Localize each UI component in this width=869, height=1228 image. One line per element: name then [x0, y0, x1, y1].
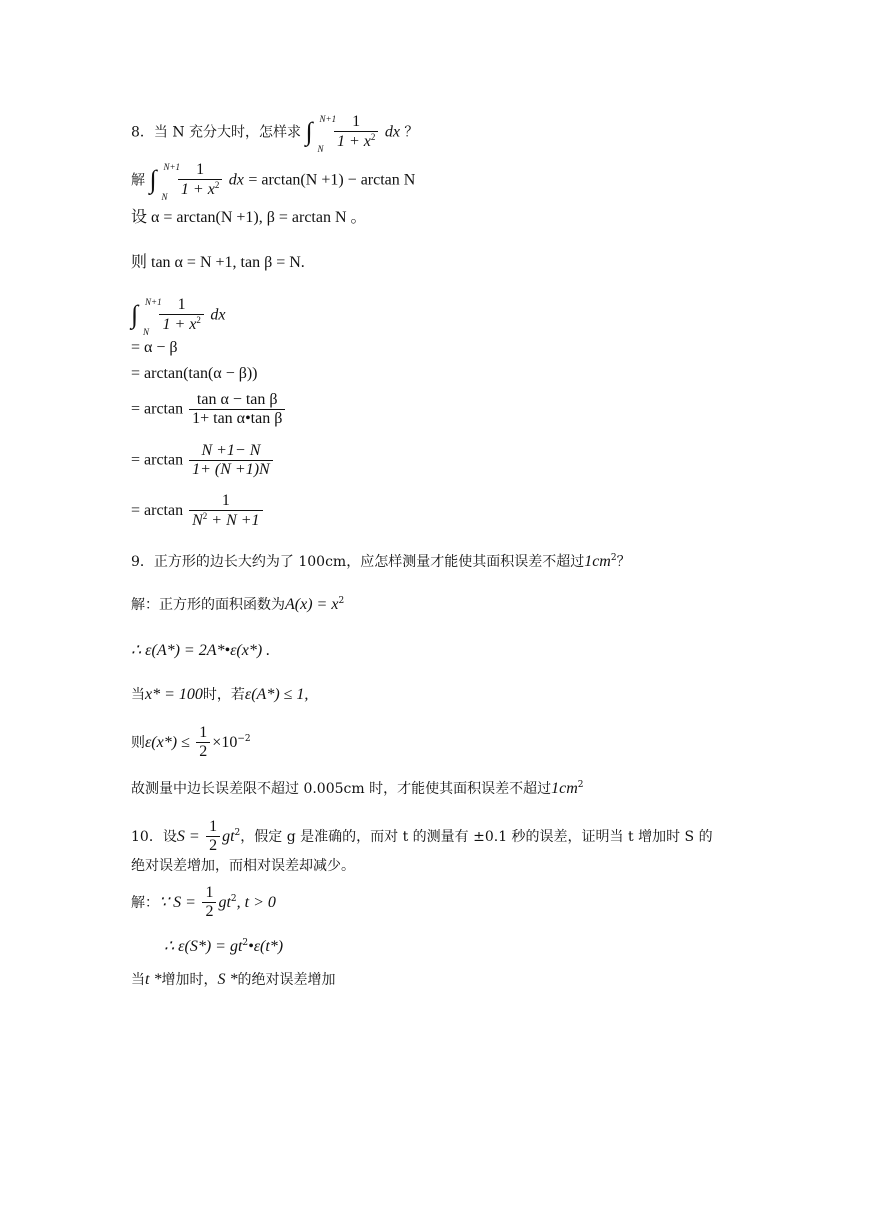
problem9-when-line: 当x* = 100时，若ε(A*) ≤ 1, [131, 686, 309, 703]
derivation-step-4: = arctan $\frac{N +1- N}{1+ (N +1)N}$ [131, 442, 275, 480]
solution-label: 解 [131, 172, 145, 189]
derivation-step-3: = arctan $\frac{\text{tan α − tan β}}{\text{1+ tan α•tan β}}$ [131, 391, 287, 429]
problem10-solution: 解：∵ S = $\frac{1}{2}$ $gt^2$, t > 0 [131, 884, 276, 921]
problem10-last-line: 当t *增加时，S *的绝对误差增加 [131, 971, 336, 988]
problem8-question-text: 8．当 N 充分大时，怎样求 [131, 124, 302, 141]
derivation-step-5: = arctan $\frac{1}{N^2 + N +1}$ [131, 492, 265, 531]
derivation-step-2: = arctan(tan(α − β)) [131, 365, 258, 382]
derivation-step-1: = α − β [131, 339, 178, 356]
problem9-then-line: 则ε(x*) ≤ $\frac{1}{2}$ $\times 10^{-2}$ [131, 724, 251, 761]
problem8-question: 8．当 N 充分大时，怎样求 ∫ N+1 N $\frac{1}{1 + x^2}$ dx ？ [131, 113, 419, 155]
derivation-integral: ∫ N+1 N $\frac{1}{1 + x^2}$ dx [131, 296, 226, 338]
let-line: 设 α = arctan(N +1), β = arctan N 。 [131, 209, 367, 226]
integrand-fraction: $\frac{1}{1 + x^2}$ [178, 161, 222, 200]
problem10-question: 10．设S = $\frac{1}{2}$ $gt^2$，假定 g 是准确的，而对 t 的测量有 ±0.1 秒的误差，证明当 t 增加时 S 的 [131, 818, 713, 855]
problem9-error-line: ∴ ε(A*) = 2A*•ε(x*) . [131, 642, 271, 659]
problem10-question-line2: 绝对误差增加，而相对误差却减少。 [131, 858, 355, 874]
integral-sign-icon: ∫ N+1 N [149, 162, 181, 203]
problem10-error-line: ∴ $\varepsilon(S*) = gt^2•\varepsilon(t*)$ [164, 938, 284, 955]
problem9-question: 9．正方形的边长大约为了 100cm，应怎样测量才能使其面积误差不超过$1cm^2$？ [131, 553, 631, 570]
integral-sign-icon: ∫ N+1 N [305, 114, 337, 155]
problem9-conclusion: 故测量中边长误差限不超过 0.005cm 时，才能使其面积误差不超过$1cm^2$ [131, 780, 584, 797]
integral-sign-icon: ∫ N+1 N [131, 297, 162, 338]
integrand-fraction: $\frac{1}{1 + x^2}$ [334, 113, 378, 152]
then-line: 则 tan α = N +1, tan β = N. [131, 254, 305, 271]
solution-rhs: = arctan(N +1) − arctan N [248, 171, 416, 189]
problem8-solution: 解 ∫ N+1 N $\frac{1}{1 + x^2}$ dx = arctan(N +1) − arctan N [131, 161, 416, 203]
differential: dx [384, 123, 400, 141]
problem9-solution: 解：正方形的面积函数为$A(x) = x^2$ [131, 596, 345, 613]
